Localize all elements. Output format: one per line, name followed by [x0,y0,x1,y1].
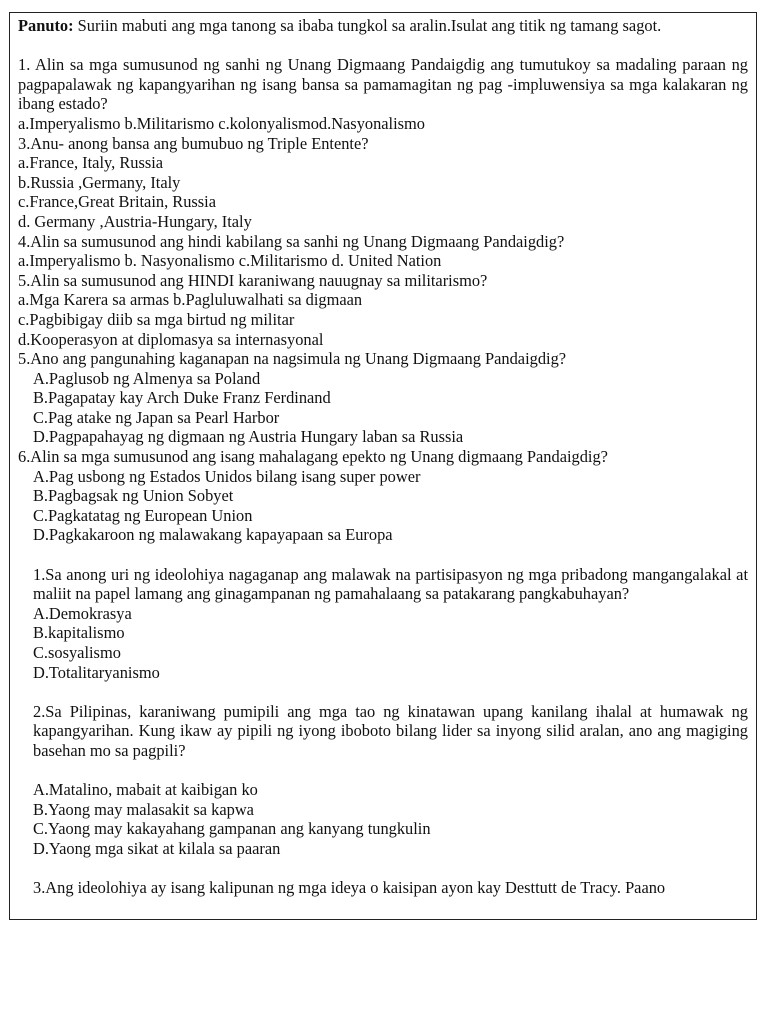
ideology-question-2-choice-a: A.Matalino, mabait at kaibigan ko [33,780,258,800]
ideology-question-2-choice-b: B.Yaong may malasakit sa kapwa [33,799,254,819]
question-5-militarism: 5.Alin sa sumusunod ang HINDI karaniwang nauugnay sa militarismo? [18,270,488,290]
directions [18,16,748,36]
question-1-choices: a.Imperyalismo b.Militarismo c.kolonyalismod.Nasyonalismo [18,113,425,133]
ideology-question-3: 3.Ang ideolohiya ay isang kalipunan ng mga ideya o kaisipan ayon kay Desttutt de Tracy. Paano [33,878,666,898]
question-4-choices: a.Imperyalismo b. Nasyonalismo c.Militarismo d. United Nation [18,251,442,271]
question-5-event-choice-c: C.Pag atake ng Japan sa Pearl Harbor [33,407,280,427]
question-6-choice-a: A.Pag usbong ng Estados Unidos bilang isang super power [33,466,421,486]
directions-label: Panuto: [18,16,74,35]
ideology-question-2-choice-d: D.Yaong mga sikat at kilala sa paaran [33,838,281,858]
ideology-question-1-choice-b: B.kapitalismo [33,623,125,643]
ideology-question-2-choice-c: C.Yaong may kakayahang gampanan ang kanyang tungkulin [33,819,431,839]
question-5-militarism-choice-d: d.Kooperasyon at diplomasya sa internasyonal [18,329,324,349]
question-6: 6.Alin sa mga sumusunod ang isang mahalagang epekto ng Unang digmaang Pandaigdig? [18,447,608,467]
question-4: 4.Alin sa sumusunod ang hindi kabilang sa sanhi ng Unang Digmaang Pandaigdig? [18,231,565,251]
question-5-event: 5.Ano ang pangunahing kaganapan na nagsimula ng Unang Digmaang Pandaigdig? [18,349,567,369]
ideology-question-1-choice-d: D.Totalitaryanismo [33,662,160,682]
ideology-question-2: 2.Sa Pilipinas, karaniwang pumipili ang mga tao ng kinatawan upang kanilang ihalal at humawak ng kapangyarihan. Kung ikaw ay pipili ng iyong iboboto bilang lider sa inyong silid aralan, ano ang magiging basehan mo sa pagpili? [33,701,748,760]
question-5-militarism-choice-c: c.Pagbibigay diib sa mga birtud ng militar [18,309,295,329]
spacer [18,859,748,879]
question-5-militarism-choice-ab: a.Mga Karera sa armas b.Pagluluwalhati sa digmaan [18,290,363,310]
question-6-choice-b: B.Pagbagsak ng Union Sobyet [33,486,234,506]
question-3-choice-b: b.Russia ,Germany, Italy [18,172,181,192]
question-1: 1. Alin sa mga sumusunod ng sanhi ng Unang Digmaang Pandaigdig ang tumutukoy sa madaling paraan ng pagpapalawak ng kapangyarihan ng isang bansa sa pamamagitan ng pag -impluwensiya sa mga kalakaran ng ibang estado? [18,55,748,114]
spacer [18,36,748,56]
question-6-choice-d: D.Pagkakaroon ng malawakang kapayapaan sa Europa [33,525,393,545]
ideology-question-1-choice-c: C.sosyalismo [33,643,121,662]
spacer [18,761,748,781]
question-5-event-choice-b: B.Pagapatay kay Arch Duke Franz Ferdinand [33,388,331,408]
question-3-choice-a: a.France, Italy, Russia [18,153,164,173]
ideology-question-1-choice-a: A.Demokrasya [33,603,132,623]
question-5-event-choice-d: D.Pagpapahayag ng digmaan ng Austria Hungary laban sa Russia [33,427,464,447]
directions-text: Suriin mabuti ang mga tanong sa ibaba tungkol sa aralin.Isulat ang titik ng tamang sagot. [73,16,662,35]
ideology-question-1: 1.Sa anong uri ng ideolohiya nagaganap ang malawak na partisipasyon ng mga pribadong mangangalakal at maliit na papel lamang ang ginagampanan ng pamahalaang sa patakarang pangkabuhayan? [33,564,748,604]
spacer [18,545,748,565]
worksheet [9,12,757,920]
question-5-event-choice-a: A.Paglusob ng Almenya sa Poland [33,368,261,388]
spacer [18,682,748,702]
question-6-choice-c: C.Pagkatatag ng European Union [33,505,253,525]
question-3-choice-c: c.France,Great Britain, Russia [18,192,216,212]
question-3-choice-d: d. Germany ,Austria-Hungary, Italy [18,211,252,231]
question-3: 3.Anu- anong bansa ang bumubuo ng Triple Entente? [18,133,369,153]
